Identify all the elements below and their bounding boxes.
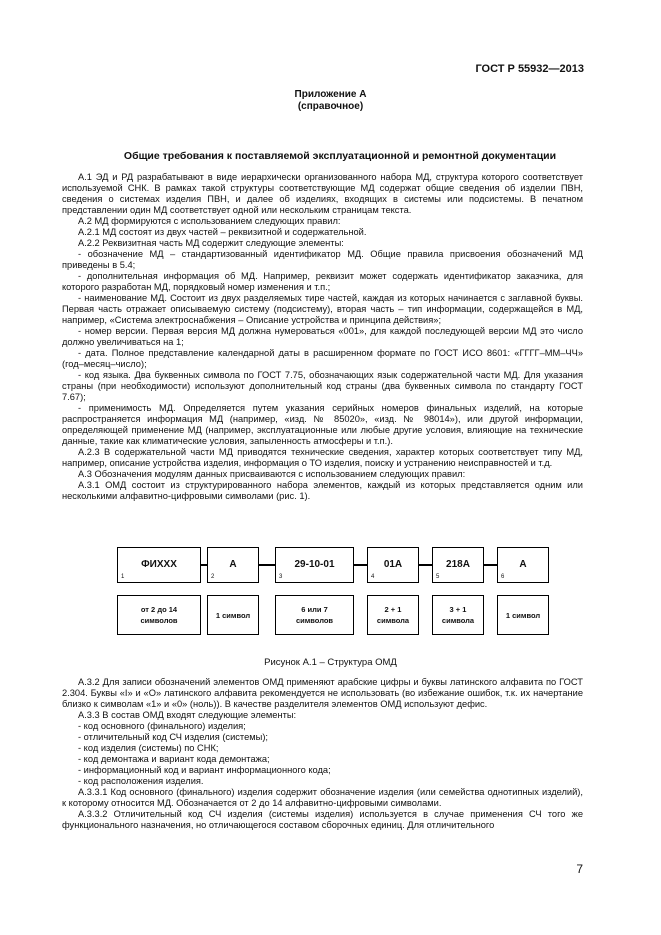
list-item: - отличительный код СЧ изделия (системы); <box>78 732 268 742</box>
paragraph: А.3.1 ОМД состоит из структурированного набора элементов, каждый из которых представляется одним или несколькими алфавитно-цифровыми символами (рис. 1). <box>62 480 583 501</box>
paragraph: А.2.3 В содержательной части МД приводятся технические сведения, характер которых соответствует типу МД, например, описание устройства изделия, информация о ТО изделия, поиску и устранению неисправностей и т.д. <box>62 447 583 468</box>
omd-length-line2: символов <box>140 616 178 625</box>
paragraph: А.3.3.2 Отличительный код СЧ изделия (системы изделия) используется в случае применения СЧ того же функционального назначения, но отличающегося составом сборочных единиц. Для отличительного <box>62 809 583 830</box>
omd-length-box <box>432 595 484 635</box>
omd-length-box <box>367 595 419 635</box>
list-item: - наименование МД. Состоит из двух разделяемых тире частей, каждая из которых начинается с заглавной буквы. Первая часть отражает описываемую систему (подсистему), вторая часть – тип информации, содержащейся в МД, например, «Система электроснабжения – Описание устройства и принципа действия»; <box>62 293 583 325</box>
connector <box>259 564 275 566</box>
omd-length-box <box>117 595 201 635</box>
omd-length-line1: от 2 до 14 <box>140 605 178 614</box>
omd-length-line1: 2 + 1 <box>384 605 402 614</box>
omd-element-value: А <box>519 559 527 570</box>
omd-length-line1: 6 или 7 <box>301 605 328 614</box>
list-item: - дата. Полное представление календарной даты в расширенном формате по ГОСТ ИСО 8601: «ГГГГ–ММ–ЧЧ» (год–месяц–число); <box>62 348 583 369</box>
paragraph: А.3 Обозначения модулям данных присваиваются с использованием следующих правил: <box>78 469 466 479</box>
list-item: - дополнительная информация об МД. Например, реквизит может содержать идентификатор заказчика, для которого разработан МД, порядковый номер изменения и т.п.; <box>62 271 583 292</box>
list-item: - код расположения изделия. <box>78 776 204 786</box>
omd-element-index: 5 <box>436 574 440 580</box>
paragraph: А.2 МД формируются с использованием следующих правил: <box>78 216 341 226</box>
body-text-continued <box>62 677 583 831</box>
omd-length-line2: символов <box>295 616 334 625</box>
omd-element-value: 01А <box>383 559 403 570</box>
omd-element-index: 2 <box>211 574 215 580</box>
paragraph: А.3.3.1 Код основного (финального) изделия содержит обозначение изделия (или семейства однотипных изделий), к которому относится МД. Обозначается от 2 до 14 алфавитно-цифровыми символами. <box>62 787 583 808</box>
connector <box>419 564 432 566</box>
omd-element-value: 218А <box>446 559 470 570</box>
document-header: ГОСТ Р 55932—2013 <box>475 63 584 75</box>
omd-element-index: 4 <box>371 574 375 580</box>
omd-length-line2: символа <box>441 616 475 625</box>
omd-element-box <box>367 547 419 583</box>
omd-length-box <box>275 595 354 635</box>
omd-element-box <box>207 547 259 583</box>
omd-element-value: 29-10-01 <box>294 559 335 570</box>
omd-element-index: 3 <box>279 574 283 580</box>
connector <box>354 564 367 566</box>
omd-element-index: 1 <box>121 574 125 580</box>
section-title: Общие требования к поставляемой эксплуатационной и ремонтной документации <box>123 150 557 162</box>
omd-element-index: 6 <box>501 574 505 580</box>
appendix-subtitle: (справочное) <box>297 101 364 112</box>
omd-element-box <box>432 547 484 583</box>
omd-length-line1: 1 символ <box>215 610 251 620</box>
paragraph: А.3.2 Для записи обозначений элементов ОМД применяют арабские цифры и буквы латинского алфавита по ГОСТ 2.304. Буквы «I» и «О» латинского алфавита рекомендуется не использовать (во избежание ошибок, т.к. их начертание близко к символам «1» и «0» (ноль)). В качестве разделителя элементов ОМД используют дефис. <box>62 677 583 709</box>
omd-element-value: ФИХХХ <box>141 559 177 570</box>
list-item: - код изделия (системы) по СНК; <box>78 743 219 753</box>
omd-length-line1: 1 символ <box>505 610 541 620</box>
list-item: - код демонтажа и вариант кода демонтажа; <box>78 754 270 764</box>
omd-length-box <box>497 595 549 635</box>
list-item: - применимость МД. Определяется путем указания серийных номеров финальных изделий, на которые распространяется информация МД (например, «изд. № 85020», «изд. № 98014»), или другой информации, определяющей применение МД (например, эксплуатационные или любые другие условия, влияющие на технические данные, такие как климатические условия, запыленность атмосферы и т.п.). <box>62 403 583 446</box>
paragraph: А.2.1 МД состоят из двух частей – реквизитной и содержательной. <box>78 227 367 237</box>
list-item: - код основного (финального) изделия; <box>78 721 246 731</box>
omd-element-box <box>117 547 201 583</box>
omd-element-box <box>275 547 354 583</box>
list-item: - номер версии. Первая версия МД должна нумероваться «001», для каждой последующей версии МД это число должно увеличиваться на 1; <box>62 326 583 347</box>
body-text <box>62 172 583 502</box>
omd-length-line1: 3 + 1 <box>449 605 467 614</box>
appendix-title: Приложение А <box>294 89 367 100</box>
omd-length-box <box>207 595 259 635</box>
paragraph: А.3.3 В состав ОМД входят следующие элементы: <box>78 710 297 720</box>
omd-element-box <box>497 547 549 583</box>
paragraph: А.2.2 Реквизитная часть МД содержит следующие элементы: <box>78 238 344 248</box>
omd-element-value: А <box>229 559 237 570</box>
figure-caption: Рисунок А.1 – Структура ОМД <box>264 657 397 668</box>
page-number: 7 <box>576 862 583 876</box>
list-item: - информационный код и вариант информационного кода; <box>78 765 331 775</box>
list-item: - обозначение МД – стандартизованный идентификатор МД. Общие правила присвоения обозначений МД приведены в 5.4; <box>62 249 583 270</box>
connector <box>484 564 497 566</box>
omd-length-line2: символа <box>376 616 410 625</box>
list-item: - код языка. Два буквенных символа по ГОСТ 7.75, обозначающих язык содержательной части МД. Для указания страны (при необходимости) используют дополнительный код страны (два буквенных символа по стандарту ГОСТ 7.67); <box>62 370 583 402</box>
paragraph: А.1 ЭД и РД разрабатывают в виде иерархически организованного набора МД, структура которого соответствует используемой СНК. В рамках такой структуры соответствующие МД содержат общие сведения об изделии ПВН, сведения о системах изделия ПВН, и далее об изделиях, входящих в системы или подсистемы. В печатном представлении один МД соответствует одной или нескольким страницам текста. <box>62 172 583 215</box>
